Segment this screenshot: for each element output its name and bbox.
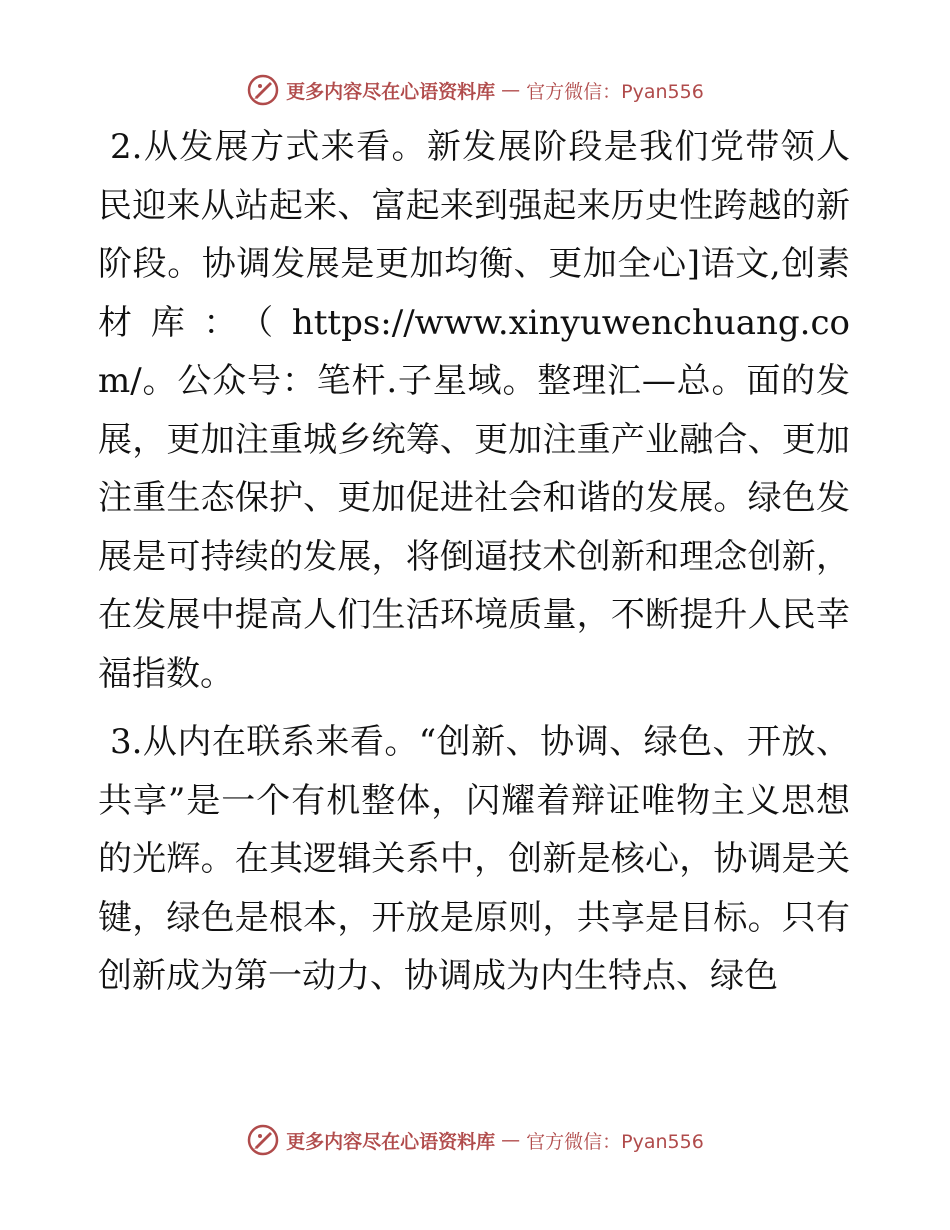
footer-watermark-inner (246, 1123, 704, 1157)
header-watermark (0, 70, 950, 110)
paragraph-3 (98, 713, 850, 1006)
brush-logo-icon (246, 1123, 280, 1157)
header-watermark-inner (246, 73, 704, 107)
footer-separator: — (501, 1129, 521, 1151)
header-separator: — (501, 79, 521, 101)
footer-site-text: 更多内容尽在心语资料库 (286, 1130, 496, 1153)
paragraph-3-text: 从内在联系来看。“创新、协调、绿色、开放、共享”是一个有机整体，闪耀着辩证唯物主义思想的光辉。在其逻辑关系中，创新是核心，协调是关键，绿色是根本，开放是原则，共享是目标。只有创新成为第一动力、协调成为内生特点、绿色 (98, 722, 850, 996)
paragraph-2-text: 从发展方式来看。新发展阶段是我们党带领人民迎来从站起来、富起来到强起来历史性跨越的新阶段。协调发展是更加均衡、更加全心]语文,创素材库：（https://www.xinyuwenchuang.com/。公众号：笔杆.子星域。整理汇—总。面的发展，更加注重城乡统筹、更加注重产业融合、更加注重生态保护、更加促进社会和谐的发展。绿色发展是可持续的发展，将倒逼技术创新和理念创新，在发展中提高人们生活环境质量，不断提升人民幸福指数。 (98, 127, 850, 694)
header-contact-text: 官方微信：Pyan556 (526, 80, 704, 103)
paragraph-2 (98, 118, 850, 703)
document-body (98, 118, 850, 1006)
footer-contact-text: 官方微信：Pyan556 (526, 1130, 704, 1153)
paragraph-2-number: 2. (110, 127, 143, 167)
footer-watermark (0, 1120, 950, 1160)
header-site-text: 更多内容尽在心语资料库 (286, 80, 496, 103)
brush-logo-icon (246, 73, 280, 107)
paragraph-3-number: 3. (110, 722, 143, 762)
